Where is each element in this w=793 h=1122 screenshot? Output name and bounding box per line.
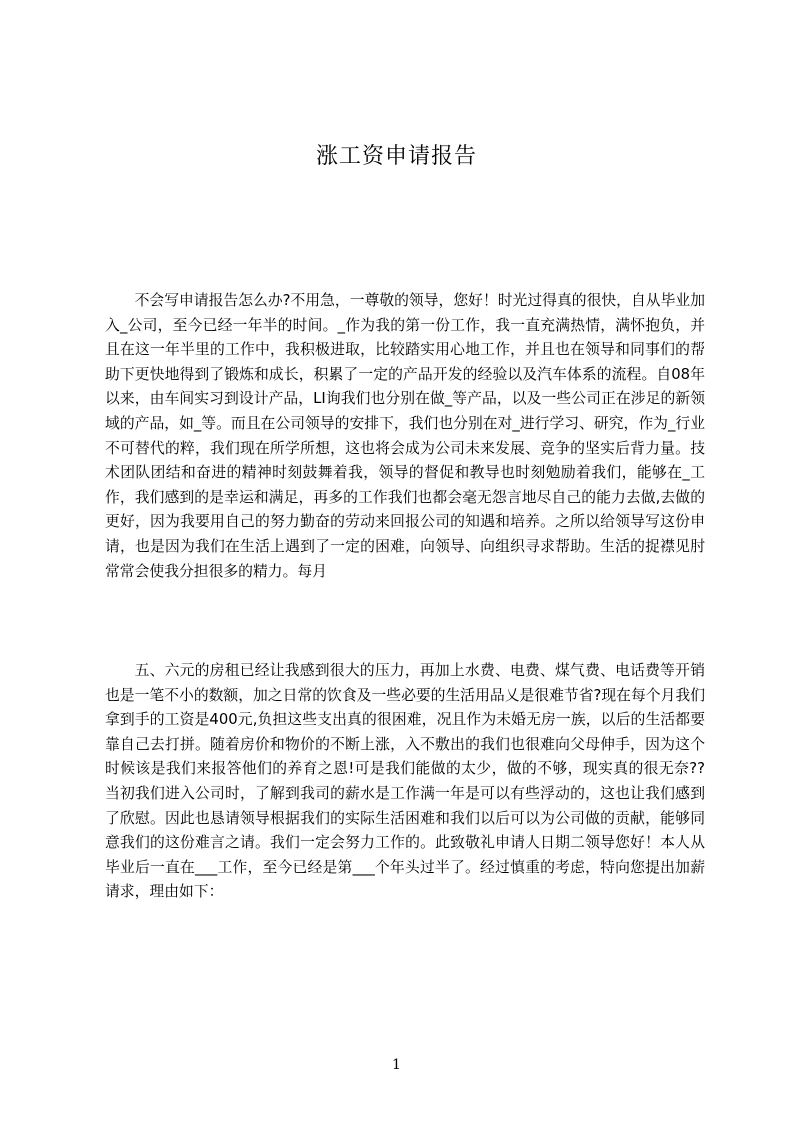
document-title: 涨工资申请报告 xyxy=(315,144,477,169)
body-paragraph-1: 不会写申请报告怎么办?不用急，一尊敬的领导，您好！时光过得真的很快，自从毕业加入_公司，至今已经一年半的时间。_作为我的第一份工作，我一直充满热情，满怀抱负，并且在这一年半里的工作中，我积极进取，比较踏实用心地工作，并且也在领导和同事们的帮助下更快地得到了锻炼和成长，积累了一定的产品开发的经验以及汽车体系的流程。自08年以来，由车间实习到设计产品，LI询我们也分别在做_等产品，以及一些公司正在涉足的新领域的产品，如_等。而且在公司领导的安排下，我们也分别在对_进行学习、研究，作为_行业不可替代的粹，我们现在所学所想，这也将会成为公司未来发展、竞争的坚实后背力量。技术团队团结和奋进的精神时刻鼓舞着我，领导的督促和教导也时刻勉励着我们，能够在_工作，我们感到的是幸运和满足，再多的工作我们也都会毫无怨言地尽自己的能力去做,去做的更好，因为我要用自己的努力勤奋的劳动来回报公司的知遇和培养。之所以给领导写这份申请，也是因为我们在生活上遇到了一定的困难，向领导、向组织寻求帮助。生活的捉襟见肘常常会使我分担很多的精力。每月 xyxy=(105,292,705,580)
page-number: 1 xyxy=(392,1057,401,1073)
body-paragraph-2: 五、六元的房租已经让我感到很大的压力，再加上水费、电费、煤气费、电话费等开销也是一笔不小的数额，加之日常的饮食及一些必要的生活用品乂是很难节省?现在每个月我们拿到手的工资是400元,负担这些支出真的很困难，况且作为未婚无房一族，以后的生活都要靠自己去打拼。随着房价和物价的不断上涨，入不敷出的我们也很难向父母伸手，因为这个时候该是我们来报答他们的养育之恩!可是我们能做的太少，做的不够，现实真的很无奈?? 当初我们进入公司时，了解到我司的薪水是工作满一年是可以有些浮动的，这也让我们感到了欣慰。因此也恳请领导根据我们的实际生活困难和我们以后可以为公司做的贡献，能够同意我们的这份难言之请。我们一定会努力工作的。此致敬礼申请人日期二领导您好！本人从毕业后一直在___工作，至今已经是第___个年头过半了。经过慎重的考虑，特向您提出加薪请求，理由如下： xyxy=(105,662,705,901)
